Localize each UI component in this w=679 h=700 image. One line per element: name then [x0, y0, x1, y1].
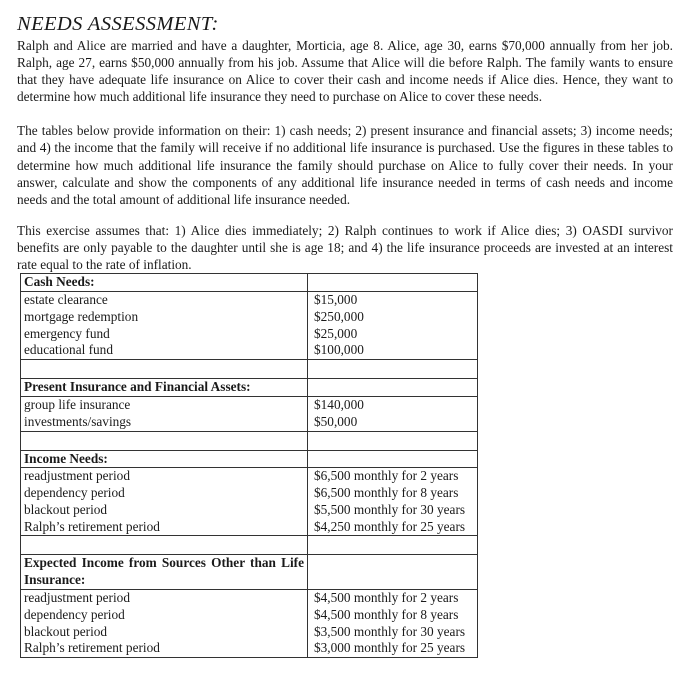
label-cell: dependency period — [24, 606, 125, 622]
label-cell: readjustment period — [24, 590, 130, 606]
value-cell: $250,000 — [314, 308, 364, 324]
value-cell: $3,500 monthly for 30 years — [314, 623, 466, 639]
table-row — [21, 274, 478, 292]
expected-income-labels — [21, 590, 308, 658]
assumptions-paragraph: This exercise assumes that: 1) Alice dies immediately; 2) Ralph continues to work if Alice dies; 3) OASDI survivor benefits are only payable to the daughter until she is age 18; and 4) the life insurance proceeds are invested at an interest rate equal to the rate of inflation. — [17, 222, 673, 273]
table-row — [21, 468, 478, 536]
needs-table — [20, 273, 478, 658]
table-row — [21, 291, 478, 359]
table-cell — [308, 379, 478, 397]
table-cell — [308, 555, 478, 590]
label-cell: dependency period — [24, 485, 125, 501]
document — [17, 12, 673, 658]
value-cell: $6,500 monthly for 8 years — [314, 485, 459, 501]
value-cell: $25,000 — [314, 325, 358, 341]
label-cell: investments/savings — [24, 413, 132, 429]
value-cell: $4,500 monthly for 2 years — [314, 590, 459, 606]
table-cell — [308, 274, 478, 292]
cash-needs-header: Cash Needs: — [21, 274, 308, 292]
cash-needs-labels — [21, 291, 308, 359]
table-row — [21, 555, 478, 590]
income-needs-values — [308, 468, 478, 536]
value-cell: $3,000 monthly for 25 years — [314, 640, 466, 656]
label-cell: educational fund — [24, 342, 113, 358]
label-cell: readjustment period — [24, 468, 130, 484]
value-cell: $140,000 — [314, 396, 364, 412]
table-cell — [308, 450, 478, 468]
label-cell: estate clearance — [24, 291, 108, 307]
label-cell: Ralph’s retirement period — [24, 518, 160, 534]
value-cell: $100,000 — [314, 342, 364, 358]
value-cell: $4,500 monthly for 8 years — [314, 606, 459, 622]
label-cell: mortgage redemption — [24, 308, 139, 324]
value-cell: $15,000 — [314, 291, 358, 307]
spacer-row — [21, 431, 478, 450]
income-needs-header: Income Needs: — [21, 450, 308, 468]
cash-needs-values — [308, 291, 478, 359]
value-cell: $5,500 monthly for 30 years — [314, 501, 466, 517]
spacer-row — [21, 536, 478, 555]
income-needs-labels — [21, 468, 308, 536]
label-cell: group life insurance — [24, 396, 131, 412]
value-cell: $6,500 monthly for 2 years — [314, 468, 459, 484]
present-insurance-header: Present Insurance and Financial Assets: — [21, 379, 308, 397]
expected-income-values — [308, 590, 478, 658]
label-cell: blackout period — [24, 501, 108, 517]
intro-paragraph: Ralph and Alice are married and have a daughter, Morticia, age 8. Alice, age 30, earns $70,000 annually from her job. Ralph, age 27, earns $50,000 annually from his job. Assume that Alice will die before Ralph. The family wants to ensure that they have adequate life insurance on Alice to cover their cash and income needs if Alice dies. Hence, they want to determine how much additional life insurance they need to purchase on Alice to cover these needs. — [17, 38, 673, 105]
value-cell: $4,250 monthly for 25 years — [314, 518, 466, 534]
label-cell: blackout period — [24, 623, 108, 639]
page-title: NEEDS ASSESSMENT: — [17, 13, 219, 35]
table-row — [21, 590, 478, 658]
table-row — [21, 450, 478, 468]
spacer-row — [21, 360, 478, 379]
expected-income-header: Expected Income from Sources Other than Life Insurance: — [21, 555, 308, 590]
present-insurance-labels — [21, 396, 308, 431]
table-row — [21, 379, 478, 397]
label-cell: Ralph’s retirement period — [24, 640, 160, 656]
value-cell: $50,000 — [314, 413, 358, 429]
table-row — [21, 396, 478, 431]
label-cell: emergency fund — [24, 325, 110, 341]
present-insurance-values — [308, 396, 478, 431]
instructions-paragraph: The tables below provide information on their: 1) cash needs; 2) present insurance and financial assets; 3) income needs; and 4) the income that the family will receive if no additional life insurance is purchased. Use the figures in these tables to determine how much additional life insurance the family should purchase on Alice to fully cover their needs. In your answer, calculate and show the components of any additional life insurance needed in terms of cash needs and income needs and the total amount of additional life insurance needed. — [17, 123, 673, 207]
